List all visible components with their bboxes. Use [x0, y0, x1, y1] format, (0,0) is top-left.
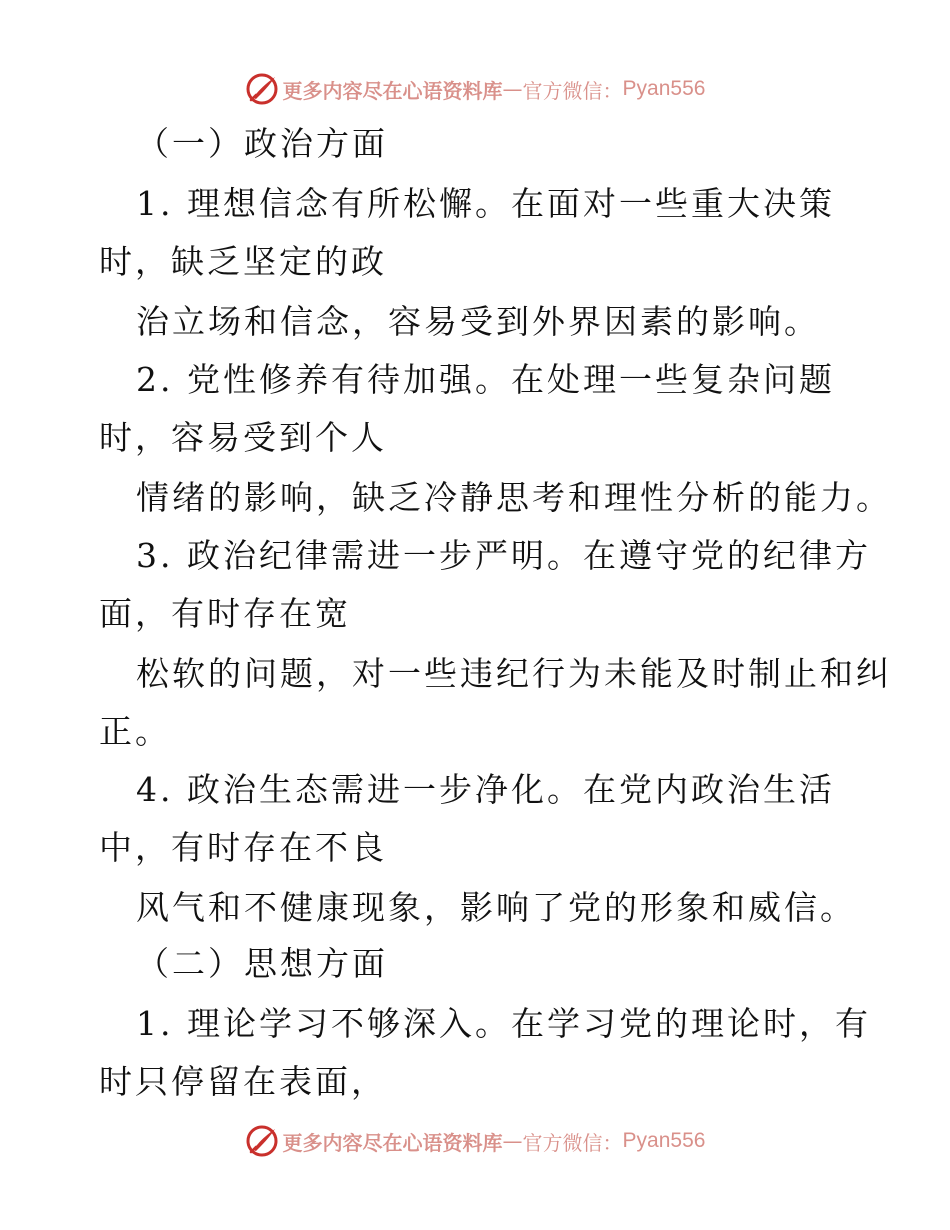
section-heading-ideological: （二）思想方面: [136, 944, 388, 983]
paragraph-line: 情绪的影响，缺乏冷静思考和理性分析的能力。: [136, 478, 892, 517]
paragraph-line: 1. 理想信念有所松懈。在面对一些重大决策: [136, 184, 835, 223]
paragraph-line: 3. 政治纪律需进一步严明。在遵守党的纪律方: [136, 536, 871, 575]
wechat-id: Pyan556: [622, 77, 706, 100]
banner-text: 更多内容尽在心语资料库: [282, 78, 503, 103]
quill-pen-logo-icon: [245, 72, 279, 106]
paragraph-line: 治立场和信念，容易受到外界因素的影响。: [136, 302, 820, 341]
paragraph-line: 2. 党性修养有待加强。在处理一些复杂问题: [136, 360, 835, 399]
header-banner: [0, 66, 950, 112]
paragraph-line: 1. 理论学习不够深入。在学习党的理论时，有: [136, 1004, 871, 1043]
paragraph-line: 松软的问题，对一些违纪行为未能及时制止和纠: [136, 654, 892, 693]
wechat-id: Pyan556: [622, 1129, 706, 1152]
paragraph-line: 风气和不健康现象，影响了党的形象和威信。: [136, 888, 856, 927]
paragraph-line: 面，有时存在宽: [99, 594, 351, 633]
paragraph-line: 时，容易受到个人: [99, 418, 387, 457]
section-heading-political: （一）政治方面: [136, 124, 388, 163]
wechat-label: 官方微信：: [522, 78, 623, 103]
banner-separator: —: [502, 77, 523, 101]
paragraph-line: 中，有时存在不良: [99, 828, 387, 867]
banner-text: 更多内容尽在心语资料库: [282, 1130, 503, 1155]
paragraph-line: 4. 政治生态需进一步净化。在党内政治生活: [136, 770, 835, 809]
paragraph-line: 时，缺乏坚定的政: [99, 242, 387, 281]
quill-pen-logo-icon: [245, 1124, 279, 1158]
paragraph-line: 正。: [99, 712, 171, 751]
paragraph-line: 时只停留在表面，: [99, 1062, 387, 1101]
banner-separator: —: [502, 1129, 523, 1153]
wechat-label: 官方微信：: [522, 1130, 623, 1155]
footer-banner: [0, 1118, 950, 1164]
